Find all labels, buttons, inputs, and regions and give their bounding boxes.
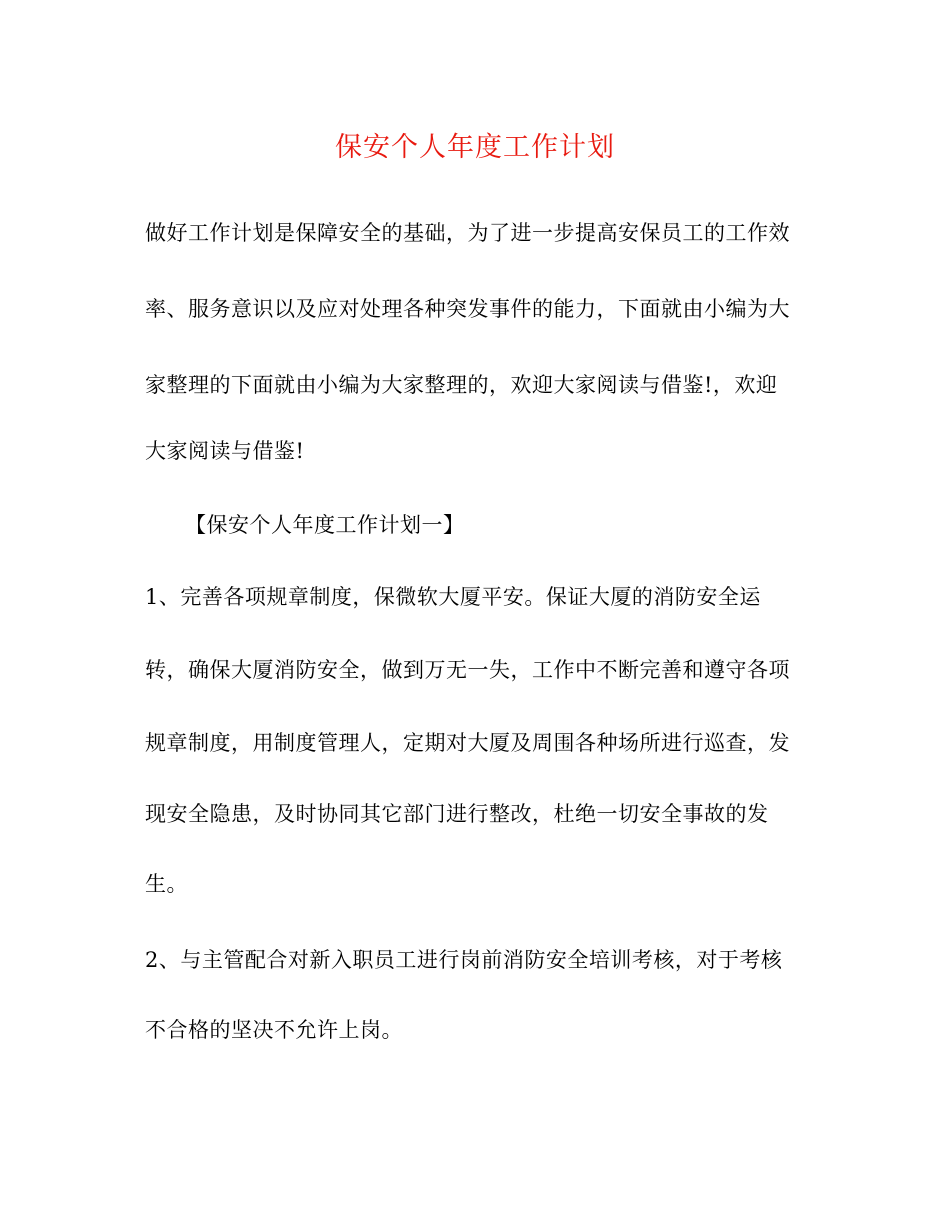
document-title: 保安个人年度工作计划: [335, 132, 615, 163]
item-1-line-3: 规章制度，用制度管理人，定期对大厦及周围各种场所进行巡查，发: [145, 731, 790, 755]
paragraph-intro-line-1: 做好工作计划是保障安全的基础，为了进一步提高安保员工的工作效: [145, 221, 790, 245]
item-1-line-5: 生。: [145, 872, 188, 896]
item-1-line-4: 现安全隐患，及时协同其它部门进行整改，杜绝一切安全事故的发: [145, 802, 769, 826]
item-1-line-2: 转，确保大厦消防安全，做到万无一失，工作中不断完善和遵守各项: [145, 658, 790, 682]
item-2-line-1: 2、与主管配合对新入职员工进行岗前消防安全培训考核，对于考核: [145, 948, 783, 972]
item-2-line-2: 不合格的坚决不允许上岗。: [145, 1018, 403, 1042]
section-heading: 【保安个人年度工作计划一】: [185, 513, 465, 537]
paragraph-intro-line-3: 家整理的下面就由小编为大家整理的，欢迎大家阅读与借鉴!，欢迎: [145, 373, 778, 397]
item-1-line-1: 1、完善各项规章制度，保微软大厦平安。保证大厦的消防安全运: [145, 585, 761, 609]
paragraph-intro-line-2: 率、服务意识以及应对处理各种突发事件的能力，下面就由小编为大: [145, 297, 790, 321]
paragraph-intro-line-4: 大家阅读与借鉴!: [145, 439, 305, 463]
